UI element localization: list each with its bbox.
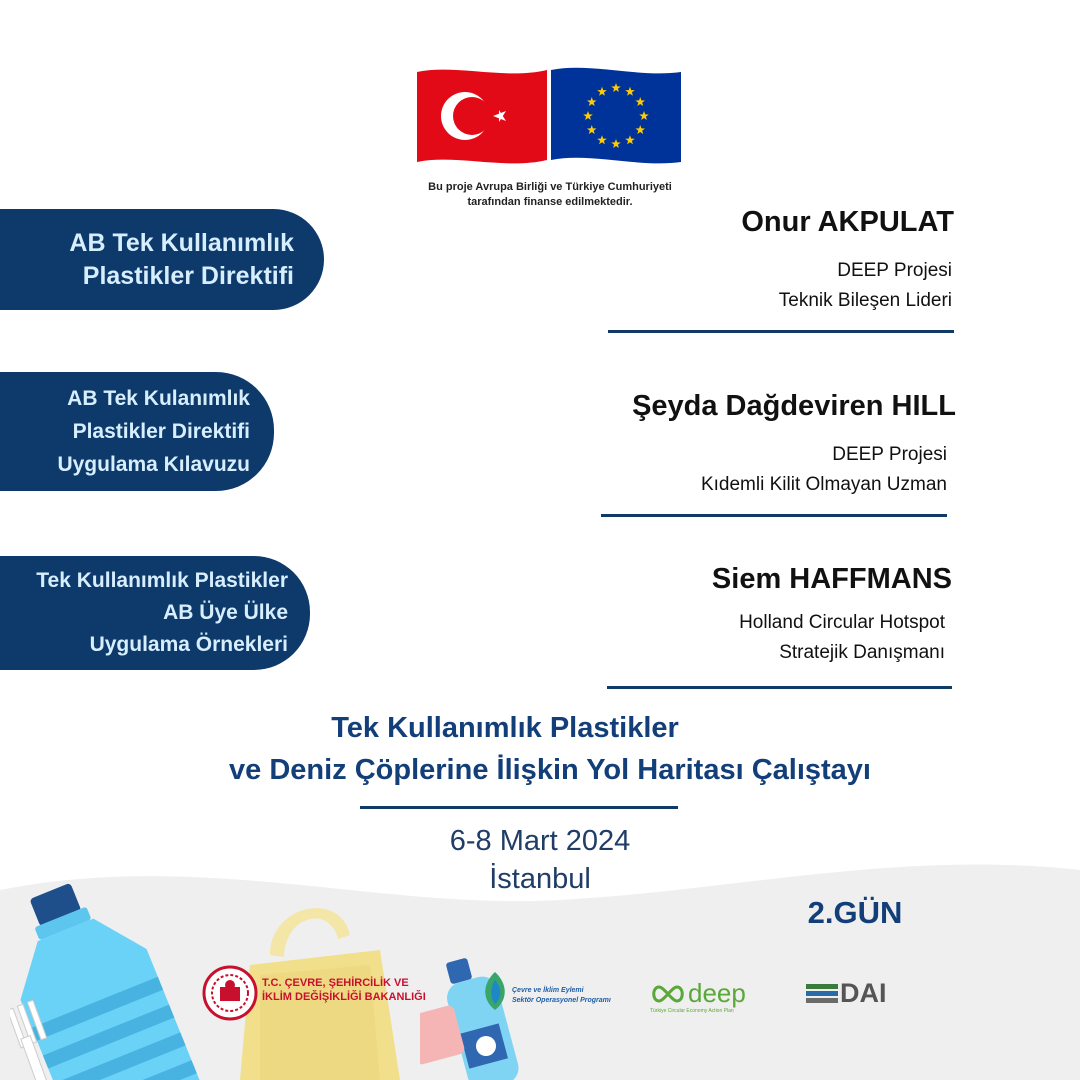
topic-2-line-2: Plastikler Direktifi	[72, 420, 250, 443]
dai-stripes-icon	[806, 984, 838, 1004]
eu-flag	[549, 66, 683, 166]
sop-logo-text	[512, 986, 611, 1006]
funding-line-2: tarafından finanse edilmektedir.	[467, 196, 633, 208]
deep-logo-text: deep	[688, 978, 746, 1008]
event-title-line-1: Tek Kullanımlık Plastikler	[331, 712, 679, 744]
ministry-logo-text	[262, 976, 426, 1004]
speaker-3-name: Siem HAFFMANS	[711, 563, 952, 595]
topic-pill-1	[0, 209, 324, 310]
speaker-1-role	[779, 256, 952, 316]
speaker-3-role-line-1: Holland Circular Hotspot	[739, 612, 945, 633]
dai-logo-text: DAI	[840, 978, 887, 1008]
funding-line-1: Bu proje Avrupa Birliği ve Türkiye Cumhuriyeti	[428, 181, 672, 193]
topic-2-line-3: Uygulama Kılavuzu	[57, 453, 250, 476]
turkey-flag	[415, 66, 549, 166]
ministry-emblem	[202, 965, 258, 1021]
speaker-2-divider	[601, 514, 947, 517]
topic-1-line-2: Plastikler Direktifi	[82, 261, 294, 290]
speaker-2-role	[701, 440, 947, 500]
topic-2-line-1: AB Tek Kulanımlık	[67, 387, 250, 410]
speaker-3-role-line-2: Stratejik Danışmanı	[779, 642, 945, 663]
speaker-3-divider	[607, 686, 952, 689]
sop-line-2: Sektör Operasyonel Programı	[512, 997, 611, 1004]
event-city: İstanbul	[489, 863, 591, 895]
speaker-1-role-line-1: DEEP Projesi	[837, 260, 952, 281]
speaker-1-name: Onur AKPULAT	[741, 206, 954, 238]
ministry-line-1: T.C. ÇEVRE, ŞEHİRCİLİK VE	[262, 977, 409, 989]
speaker-2-role-line-1: DEEP Projesi	[832, 444, 947, 465]
speaker-1-role-line-2: Teknik Bileşen Lideri	[778, 290, 952, 311]
speaker-3-role	[739, 608, 945, 668]
sop-leaf-icon	[480, 970, 510, 1012]
deep-infinity-icon	[650, 984, 686, 1004]
topic-1-line-1: AB Tek Kullanımlık	[69, 228, 294, 257]
topic-3-line-1: Tek Kullanımlık Plastikler	[36, 569, 288, 592]
title-divider	[360, 806, 678, 809]
speaker-2-role-line-2: Kıdemli Kilit Olmayan Uzman	[700, 474, 947, 495]
topic-pill-2	[0, 372, 274, 491]
event-title-line-2: ve Deniz Çöplerine İlişkin Yol Haritası Çalıştayı	[229, 754, 871, 786]
topic-3-line-2: AB Üye Ülke	[163, 601, 288, 624]
deep-logo-subtitle: Türkiye Circular Economy Action Plan	[650, 1008, 734, 1014]
topic-pill-3	[0, 556, 310, 670]
sop-line-1: Çevre ve İklim Eylemi	[512, 987, 584, 994]
speaker-2-name: Şeyda Dağdeviren HILL	[632, 390, 956, 422]
speaker-1-divider	[608, 330, 954, 333]
event-title	[140, 707, 960, 791]
funding-caption	[380, 180, 720, 210]
event-dates: 6-8 Mart 2024	[449, 825, 631, 857]
day-label: 2.GÜN	[807, 895, 903, 930]
topic-3-line-3: Uygulama Örnekleri	[89, 633, 288, 656]
event-date	[340, 822, 760, 898]
ministry-line-2: İKLİM DEĞİŞİKLİĞİ BAKANLIĞI	[262, 991, 426, 1003]
